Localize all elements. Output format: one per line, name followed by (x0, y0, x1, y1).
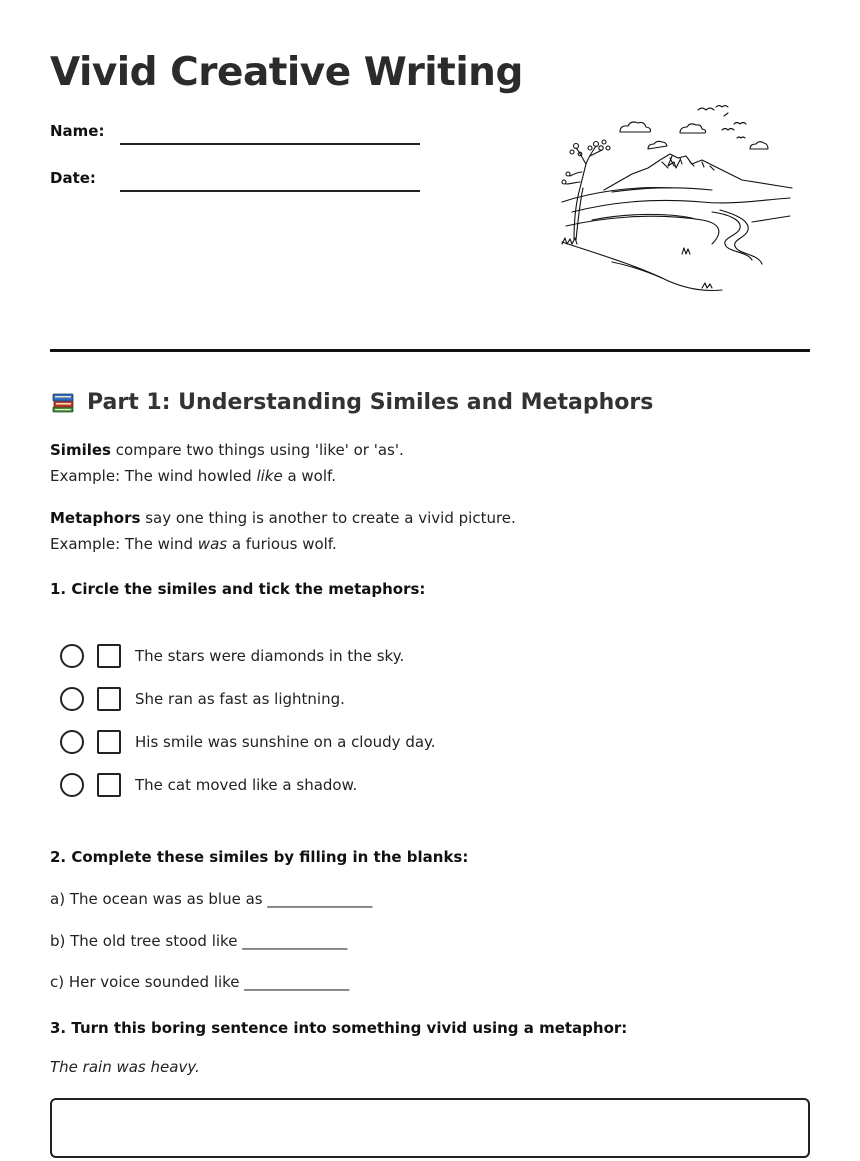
name-field[interactable] (120, 143, 420, 145)
option-text: The stars were diamonds in the sky. (135, 647, 405, 665)
similes-definition-text: compare two things using 'like' or 'as'. (110, 441, 404, 459)
boring-sentence: The rain was heavy. (50, 1058, 200, 1076)
fill-blank-item[interactable]: b) The old tree stood like ______________ (50, 932, 348, 950)
books-icon (50, 389, 76, 415)
date-field[interactable] (120, 190, 420, 192)
landscape-illustration (552, 102, 797, 298)
answer-box[interactable] (50, 1098, 810, 1158)
section-divider (50, 349, 810, 352)
date-label: Date: (50, 169, 96, 187)
tick-checkbox[interactable] (97, 730, 121, 754)
circle-checkbox[interactable] (60, 687, 84, 711)
tick-checkbox[interactable] (97, 644, 121, 668)
fill-blank-item[interactable]: a) The ocean was as blue as ______________ (50, 890, 373, 908)
metaphors-definition (50, 505, 516, 557)
page-title: Vivid Creative Writing (50, 50, 523, 95)
name-label: Name: (50, 122, 105, 140)
option-row (60, 729, 436, 755)
option-row (60, 772, 357, 798)
option-text: The cat moved like a shadow. (135, 776, 358, 794)
circle-checkbox[interactable] (60, 730, 84, 754)
fill-blank-item[interactable]: c) Her voice sounded like ______________ (50, 973, 350, 991)
part-1-heading (50, 389, 653, 415)
tick-checkbox[interactable] (97, 773, 121, 797)
metaphors-term: Metaphors (50, 509, 141, 527)
circle-checkbox[interactable] (60, 644, 84, 668)
tick-checkbox[interactable] (97, 687, 121, 711)
similes-example-prefix: Example: The wind howled (50, 467, 257, 485)
part-1-title: Part 1: Understanding Similes and Metaphors (87, 389, 654, 415)
circle-checkbox[interactable] (60, 773, 84, 797)
similes-example-suffix: a wolf. (282, 467, 336, 485)
metaphors-example-prefix: Example: The wind (50, 535, 198, 553)
option-text: She ran as fast as lightning. (135, 690, 345, 708)
question-1-heading: 1. Circle the similes and tick the metaphors: (50, 580, 426, 598)
option-row (60, 686, 345, 712)
option-row (60, 643, 404, 669)
metaphors-definition-text: say one thing is another to create a vivid picture. (140, 509, 516, 527)
similes-term: Similes (50, 441, 111, 459)
metaphors-example-emphasis: was (197, 535, 228, 553)
question-3-heading: 3. Turn this boring sentence into something vivid using a metaphor: (50, 1019, 628, 1037)
metaphors-example-suffix: a furious wolf. (227, 535, 337, 553)
similes-example-emphasis: like (256, 467, 283, 485)
question-2-heading: 2. Complete these similes by filling in the blanks: (50, 848, 469, 866)
option-text: His smile was sunshine on a cloudy day. (135, 733, 436, 751)
similes-definition (50, 437, 404, 489)
